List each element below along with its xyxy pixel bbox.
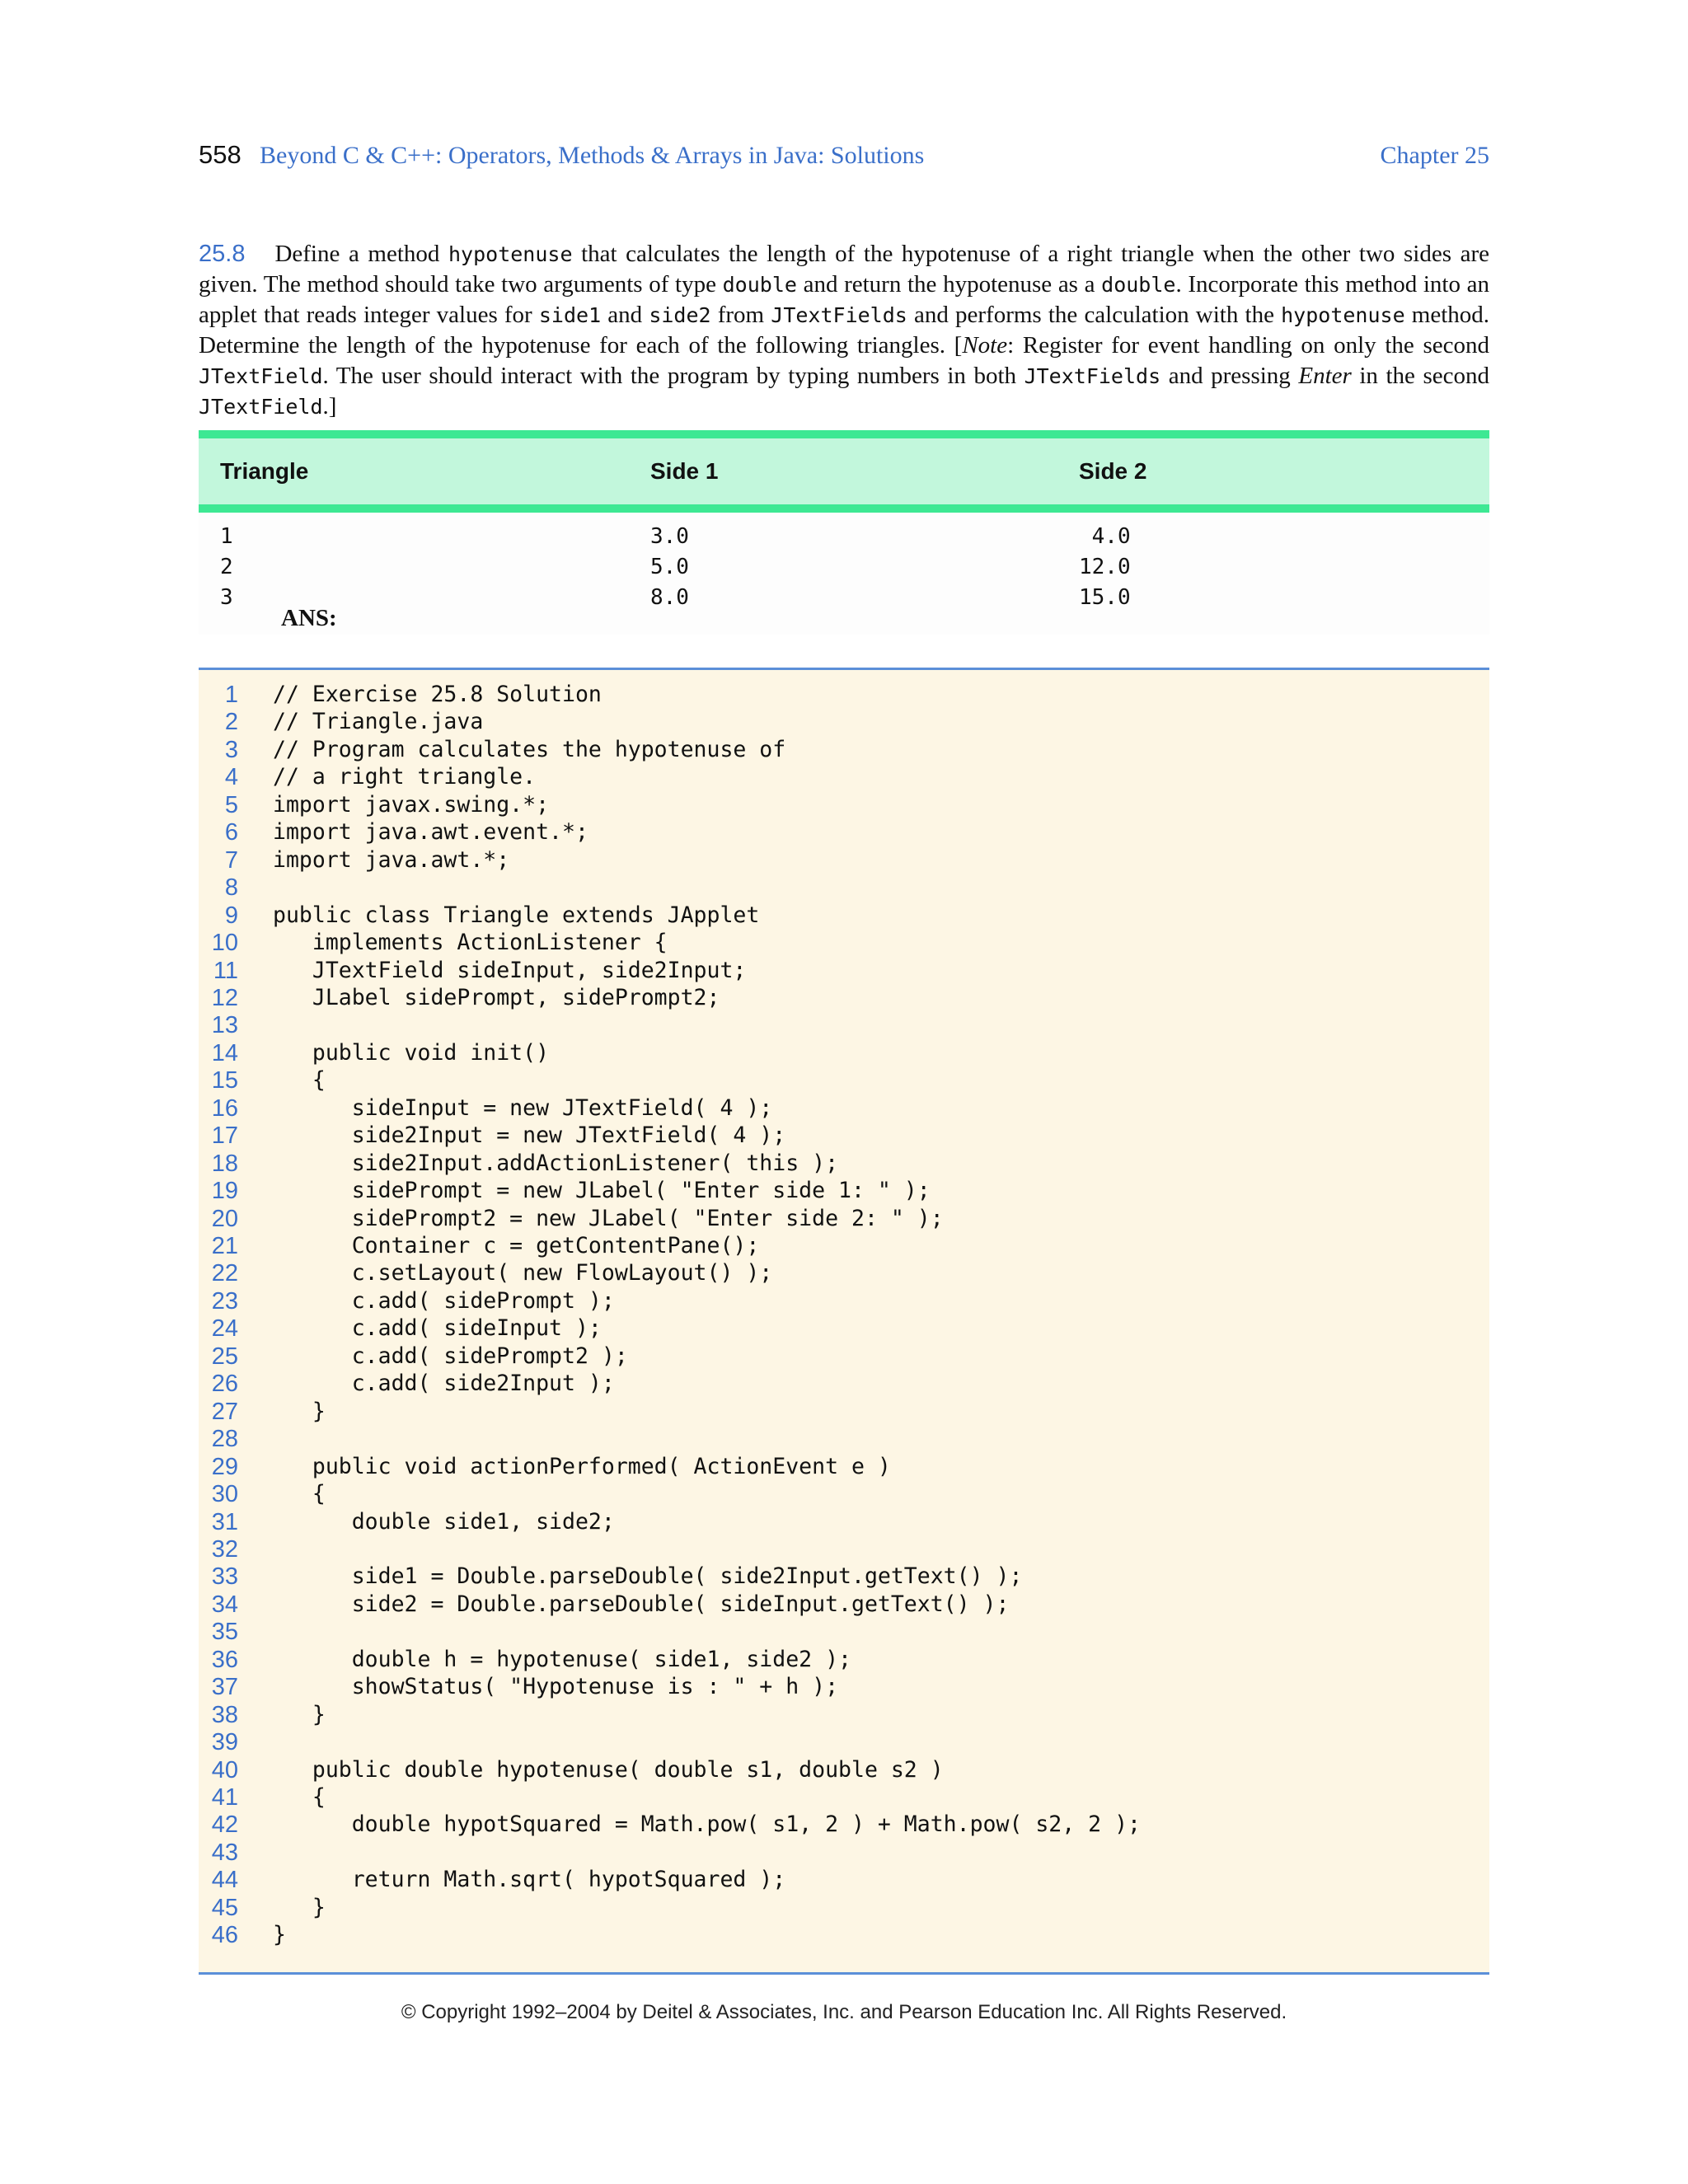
line-number: 13 — [211, 1012, 238, 1039]
line-number: 10 — [211, 930, 238, 957]
code-text: { — [273, 1067, 326, 1094]
code-line — [199, 1840, 1489, 1867]
text-run: and pressing — [1160, 363, 1299, 389]
code-text: side1 = Double.parseDouble( side2Input.getText() ); — [273, 1563, 1023, 1590]
code-line — [199, 1012, 1489, 1039]
line-number: 40 — [211, 1756, 238, 1783]
code-line — [199, 1867, 1489, 1894]
code-text: // Exercise 25.8 Solution — [273, 682, 602, 707]
code-line — [199, 1178, 1489, 1205]
line-number: 25 — [211, 1343, 238, 1370]
exercise-text — [199, 239, 1489, 422]
code-line — [199, 1206, 1489, 1233]
table-body — [199, 513, 1489, 635]
line-number: 46 — [211, 1922, 238, 1949]
code-text: JTextField sideInput, side2Input; — [273, 957, 747, 983]
table-cell: 4.0 — [1079, 524, 1131, 549]
line-number: 24 — [211, 1315, 238, 1343]
code-text: import java.awt.event.*; — [273, 819, 588, 846]
text-run: method. Determine the length of the hypotenuse for each of the following triangles. [ — [199, 302, 1490, 359]
code-text: // Program calculates the hypotenuse of — [273, 736, 786, 762]
text-run: and performs the calculation with the — [907, 302, 1282, 328]
code-line — [199, 847, 1489, 874]
table-cell: 12.0 — [1079, 555, 1131, 579]
code-text: side2Input = new JTextField( 4 ); — [273, 1122, 786, 1149]
line-number: 42 — [211, 1811, 238, 1839]
text-run: : Register for event handling on only the second — [1007, 332, 1489, 359]
code-text: Container c = getContentPane(); — [273, 1233, 760, 1258]
code-line — [199, 1674, 1489, 1701]
line-number: 20 — [211, 1205, 238, 1232]
line-number: 11 — [213, 957, 238, 984]
line-number: 9 — [224, 902, 238, 929]
table-cell: 8.0 — [650, 585, 689, 610]
column-header-triangle: Triangle — [220, 458, 309, 484]
line-number: 35 — [211, 1619, 238, 1646]
code-text: } — [273, 1894, 326, 1920]
triangle-table — [199, 430, 1489, 635]
code-line — [199, 1288, 1489, 1315]
line-number: 38 — [211, 1701, 238, 1728]
code-line — [199, 1647, 1489, 1674]
code-line — [199, 1343, 1489, 1371]
code-line — [199, 1095, 1489, 1122]
text-run: Define a method — [274, 241, 448, 267]
code-line — [199, 1563, 1489, 1591]
line-number: 32 — [211, 1535, 238, 1563]
code-line — [199, 902, 1489, 930]
code-line — [199, 1122, 1489, 1150]
code-line — [199, 1426, 1489, 1453]
line-number: 34 — [211, 1591, 238, 1618]
chapter-label: Chapter 25 — [1380, 142, 1489, 169]
code-line — [199, 1702, 1489, 1729]
code-line — [199, 1619, 1489, 1646]
line-number: 17 — [211, 1122, 238, 1150]
code-line — [199, 1784, 1489, 1811]
code-text: } — [273, 1701, 326, 1727]
code-text: double hypotSquared = Math.pow( s1, 2 ) + Math.pow( s2, 2 ); — [273, 1811, 1141, 1838]
line-number: 3 — [224, 736, 238, 763]
code-term: double — [1101, 273, 1176, 297]
line-number: 36 — [211, 1646, 238, 1673]
code-line — [199, 1151, 1489, 1178]
code-term: double — [722, 273, 797, 297]
column-header-side1: Side 1 — [650, 458, 719, 484]
text-run: . The user should interact with the program by typing numbers in both — [322, 363, 1025, 389]
page-header — [199, 137, 1489, 178]
copyright-footer: © Copyright 1992–2004 by Deitel & Associates, Inc. and Pearson Education Inc. All Rights Reserved. — [401, 2001, 1287, 2023]
line-number: 14 — [211, 1039, 238, 1066]
line-number: 29 — [211, 1453, 238, 1480]
line-number: 30 — [211, 1481, 238, 1508]
line-number: 12 — [211, 984, 238, 1011]
code-line — [199, 930, 1489, 957]
table-row — [199, 585, 1489, 616]
code-term: side1 — [538, 303, 602, 327]
line-number: 26 — [211, 1371, 238, 1398]
line-number: 21 — [211, 1233, 238, 1259]
line-number: 7 — [224, 846, 238, 874]
line-number: 19 — [211, 1178, 238, 1205]
code-text: { — [273, 1481, 326, 1507]
code-line — [199, 1895, 1489, 1922]
text-run: .] — [322, 393, 337, 419]
line-number: 15 — [211, 1067, 238, 1094]
code-line — [199, 1040, 1489, 1067]
code-listing — [199, 668, 1489, 1975]
text-run: . Incorporate this method into an applet that reads integer values for — [199, 271, 1489, 328]
code-term: JTextField — [199, 395, 323, 419]
line-number: 8 — [224, 874, 238, 902]
line-number: 39 — [211, 1729, 238, 1756]
line-number: 41 — [211, 1784, 238, 1811]
code-line — [199, 1371, 1489, 1398]
answer-label: ANS: — [281, 605, 337, 631]
line-number: 23 — [211, 1287, 238, 1315]
table-cell: 3 — [220, 585, 233, 610]
code-line — [199, 1509, 1489, 1536]
code-text: c.setLayout( new FlowLayout() ); — [273, 1260, 773, 1286]
code-line — [199, 764, 1489, 791]
running-title: Beyond C & C++: Operators, Methods & Arrays in Java: Solutions — [260, 142, 925, 169]
code-line — [199, 985, 1489, 1012]
code-term: JTextField — [199, 364, 323, 388]
line-number: 33 — [211, 1563, 238, 1591]
code-text: return Math.sqrt( hypotSquared ); — [273, 1867, 786, 1893]
code-term: JTextFields — [771, 303, 907, 327]
table-cell: 5.0 — [650, 555, 689, 579]
line-number: 1 — [224, 682, 238, 708]
code-text: implements ActionListener { — [273, 930, 668, 956]
code-text: sidePrompt = new JLabel( "Enter side 1: " ); — [273, 1178, 931, 1204]
line-number: 45 — [211, 1894, 238, 1921]
code-text: showStatus( "Hypotenuse is : " + h ); — [273, 1674, 839, 1700]
code-text: JLabel sidePrompt, sidePrompt2; — [273, 984, 720, 1010]
code-line — [199, 1454, 1489, 1481]
code-line — [199, 1536, 1489, 1563]
table-row — [199, 555, 1489, 585]
code-text: public void init() — [273, 1039, 550, 1066]
code-line — [199, 1481, 1489, 1508]
text-run: that calculates the length of the hypotenuse of a right triangle when the other two sides are given. The method should take two arguments of type — [199, 241, 1489, 298]
page-number: 558 — [199, 140, 241, 169]
line-number: 4 — [224, 764, 238, 791]
line-number: 22 — [211, 1260, 238, 1287]
line-number: 44 — [211, 1867, 238, 1894]
code-text: sideInput = new JTextField( 4 ); — [273, 1094, 773, 1121]
code-line — [199, 1067, 1489, 1094]
column-header-side2: Side 2 — [1079, 458, 1147, 484]
line-number: 16 — [211, 1094, 238, 1122]
code-text: public double hypotenuse( double s1, double s2 ) — [273, 1756, 944, 1783]
code-text: sidePrompt2 = new JLabel( "Enter side 2: " ); — [273, 1205, 944, 1231]
line-number: 31 — [211, 1508, 238, 1535]
table-cell: 2 — [220, 555, 233, 579]
code-line — [199, 1315, 1489, 1343]
code-line — [199, 1591, 1489, 1619]
code-term: JTextFields — [1024, 364, 1161, 388]
code-text: c.add( side2Input ); — [273, 1371, 615, 1397]
code-term: side2 — [649, 303, 711, 327]
line-number: 28 — [211, 1426, 238, 1453]
code-line — [199, 1811, 1489, 1839]
line-number: 6 — [224, 819, 238, 846]
code-line — [199, 819, 1489, 846]
text-run: and return the hypotenuse as a — [796, 271, 1102, 298]
code-term: hypotenuse — [1281, 303, 1405, 327]
code-line — [199, 1233, 1489, 1260]
code-text: double side1, side2; — [273, 1508, 615, 1535]
code-line — [199, 1399, 1489, 1426]
code-line — [199, 737, 1489, 764]
note-word: Note — [962, 332, 1008, 359]
code-text: public class Triangle extends JApplet — [273, 902, 760, 928]
code-term: hypotenuse — [448, 242, 573, 266]
code-line — [199, 682, 1489, 709]
code-line — [199, 958, 1489, 985]
table-header — [199, 430, 1489, 513]
code-text: } — [273, 1398, 326, 1424]
code-text: c.add( sideInput ); — [273, 1315, 602, 1342]
code-text: double h = hypotenuse( side1, side2 ); — [273, 1646, 851, 1672]
line-number: 18 — [211, 1150, 238, 1177]
code-text: // a right triangle. — [273, 764, 537, 790]
table-cell: 1 — [220, 524, 233, 549]
code-text: public void actionPerformed( ActionEvent e ) — [273, 1453, 891, 1479]
code-line — [199, 792, 1489, 819]
code-text: } — [273, 1922, 286, 1948]
code-line — [199, 1729, 1489, 1756]
code-text: // Triangle.java — [273, 709, 484, 735]
table-cell: 15.0 — [1079, 585, 1131, 610]
exercise-number: 25.8 — [199, 241, 246, 267]
table-row — [199, 524, 1489, 555]
text-run: from — [710, 302, 771, 328]
code-line — [199, 874, 1489, 902]
line-number: 43 — [211, 1839, 238, 1866]
code-text: c.add( sidePrompt ); — [273, 1287, 615, 1314]
line-number: 37 — [211, 1674, 238, 1701]
line-number: 2 — [224, 709, 238, 736]
code-text: import java.awt.*; — [273, 846, 510, 873]
code-text: side2 = Double.parseDouble( sideInput.getText() ); — [273, 1591, 1010, 1617]
table-cell: 3.0 — [650, 524, 689, 549]
code-text: c.add( sidePrompt2 ); — [273, 1343, 628, 1369]
code-text: { — [273, 1784, 326, 1810]
text-run: in the second — [1351, 363, 1489, 389]
code-line — [199, 709, 1489, 736]
text-run: and — [601, 302, 649, 328]
code-text: import javax.swing.*; — [273, 791, 550, 818]
line-number: 5 — [224, 791, 238, 818]
code-line — [199, 1757, 1489, 1784]
code-line — [199, 1260, 1489, 1287]
code-text: side2Input.addActionListener( this ); — [273, 1150, 839, 1176]
code-line — [199, 1922, 1489, 1949]
line-number: 27 — [211, 1398, 238, 1425]
enter-word: Enter — [1298, 363, 1352, 389]
